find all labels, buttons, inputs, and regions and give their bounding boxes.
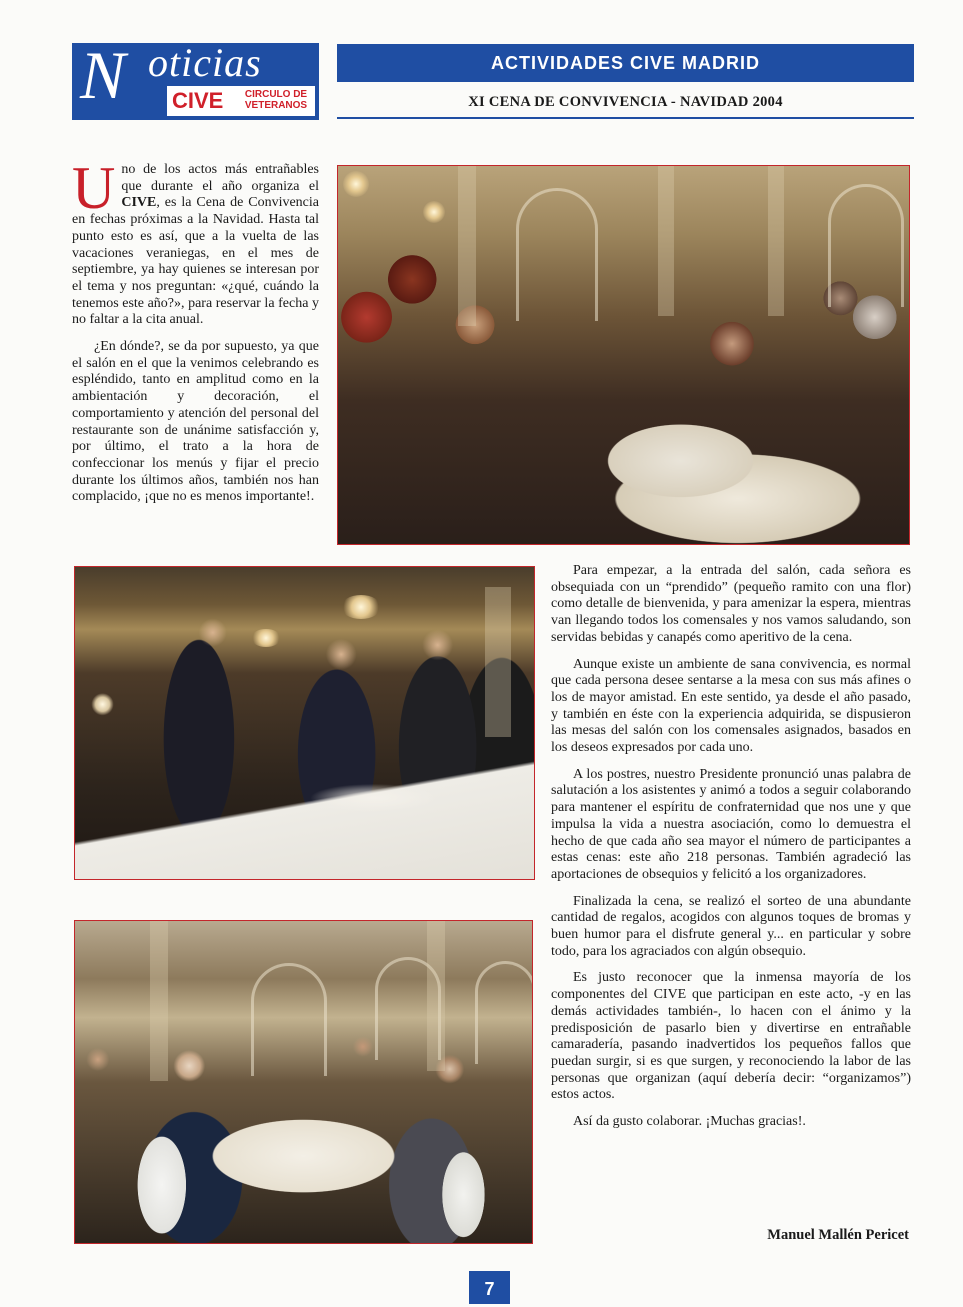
article-paragraph-6: Finalizada la cena, se realizó el sorteo de una abundante cantidad de regalos, acogidos con algunos toques de bromas y buen humor para el disfrute general y... en particular y sobre todo, para los agraciados con algún obsequio. [551,893,911,959]
chandelier [341,595,381,619]
section-title: ACTIVIDADES CIVE MADRID [490,53,760,73]
article-paragraph-3: Para empezar, a la entrada del salón, cada señora es obsequiada con un “prendido” (pequeño ramito con una flor) como detalle de bienvenida, y para amenizar la espera, mientras van llegando todos los comensales y nos vamos saludando, son servidas bebidas y canapés como aperitivo de la cena. [551,563,911,645]
wall-lamp [423,201,445,223]
article-paragraph-5: A los postres, nuestro Presidente pronunció unas palabra de salutación a los asistentes y animó a todos a seguir colaborando para mantener el espíritu de confraternidad que nos une y que impulsa la vida a nuestra asociación, como lo demuestra el hecho de que cada año sea mayor el número de participantes a estas cenas: este año 218 personas. También agradeció las aportaciones de obsequios y felicitó a los organizadores. [551,766,911,882]
article-paragraph-1 [72,155,319,329]
round-table-photo [74,920,533,1244]
arch-decoration [251,963,327,1076]
article-paragraph-4: Aunque existe un ambiente de sana convivencia, es normal que cada persona desee sentarse a la mesa con sus más afines o los de mayor amistad. En este sentido, ya desde el año pasado, y también en éste con la experiencia adquirida, se dispusieron las mesas del salón con los comensales asignados, basados en los deseos expresados por cada uno. [551,656,911,756]
article-paragraph-8: Así da gusto colaborar. ¡Muchas gracias!. [573,1114,806,1130]
page-number: 7 [484,1279,495,1299]
paragraph-1-text: no de los actos más entrañables que durante el año organiza el [121,162,319,194]
subtitle-divider [337,117,914,119]
column-decoration [458,166,476,326]
logo-subtitle-line2: VETERANOS [244,100,308,111]
article-subtitle: XI CENA DE CONVIVENCIA - NAVIDAD 2004 [468,94,783,110]
column-decoration [768,166,784,316]
arch-decoration [828,184,904,307]
paragraph-1-brand: CIVE [121,195,157,211]
article-paragraph-7: Es justo reconocer que la inmensa mayoría de los componentes del CIVE que participan en este acto, -y en las demás actividades también-, lo hacen con el ánimo y la predisposición de pasarlo bien y divertirse en entrañable camaradería, pasando inadvertidos los pequeños fallos que puedan surgir, si es que surgen, y reconociendo la labor de las personas que organizan (aquí debería decir: “organizamos”) estos actos. [551,970,911,1103]
column-decoration [658,166,674,316]
column-decoration [427,921,445,1071]
drop-cap: U [72,155,116,221]
speech-stage-photo [74,566,535,880]
article-column-left [72,155,319,516]
paragraph-1-tail: , es la Cena de Convivencia en fechas próximas a la Navidad. Hasta tal punto esto es así, que a la vuelta de las vacaciones veraniegas, en el mes de septiembre, ya hay quienes se interesan por el tema y nos preguntan: «¿qué, cuándo la tenemos este año?», para reservar la fecha y no faltar a la cita anual. [72,195,319,328]
chandelier [251,629,281,647]
logo-brand: CIVE [172,88,224,113]
logo-subtitle-line1: CIRCULO DE [244,89,308,100]
logo-word: oticias [148,40,262,85]
column-decoration [150,921,168,1081]
column-decoration [485,587,511,737]
article-paragraph-2: ¿En dónde?, se da por supuesto, ya que el salón en el que la venimos celebrando es espléndido, tanto en amplitud como en la ambientación y decoración, el comportamiento y atención del personal del restaurante son de unánime satisfacción y, por último, el trato a la hora de confeccionar los menús y fijar el precio durante los últimos años, también nos han complacido, ¡que no es menos importante!. [72,339,319,505]
wall-lamp [343,171,369,197]
article-column-right [551,563,911,1141]
arch-decoration [516,188,598,321]
author-signature: Manuel Mallén Pericet [767,1227,909,1243]
logo-subtitle [236,89,316,111]
logo-initial: N [80,37,126,113]
arch-decoration [475,961,533,1064]
dinner-hall-photo [337,165,910,545]
